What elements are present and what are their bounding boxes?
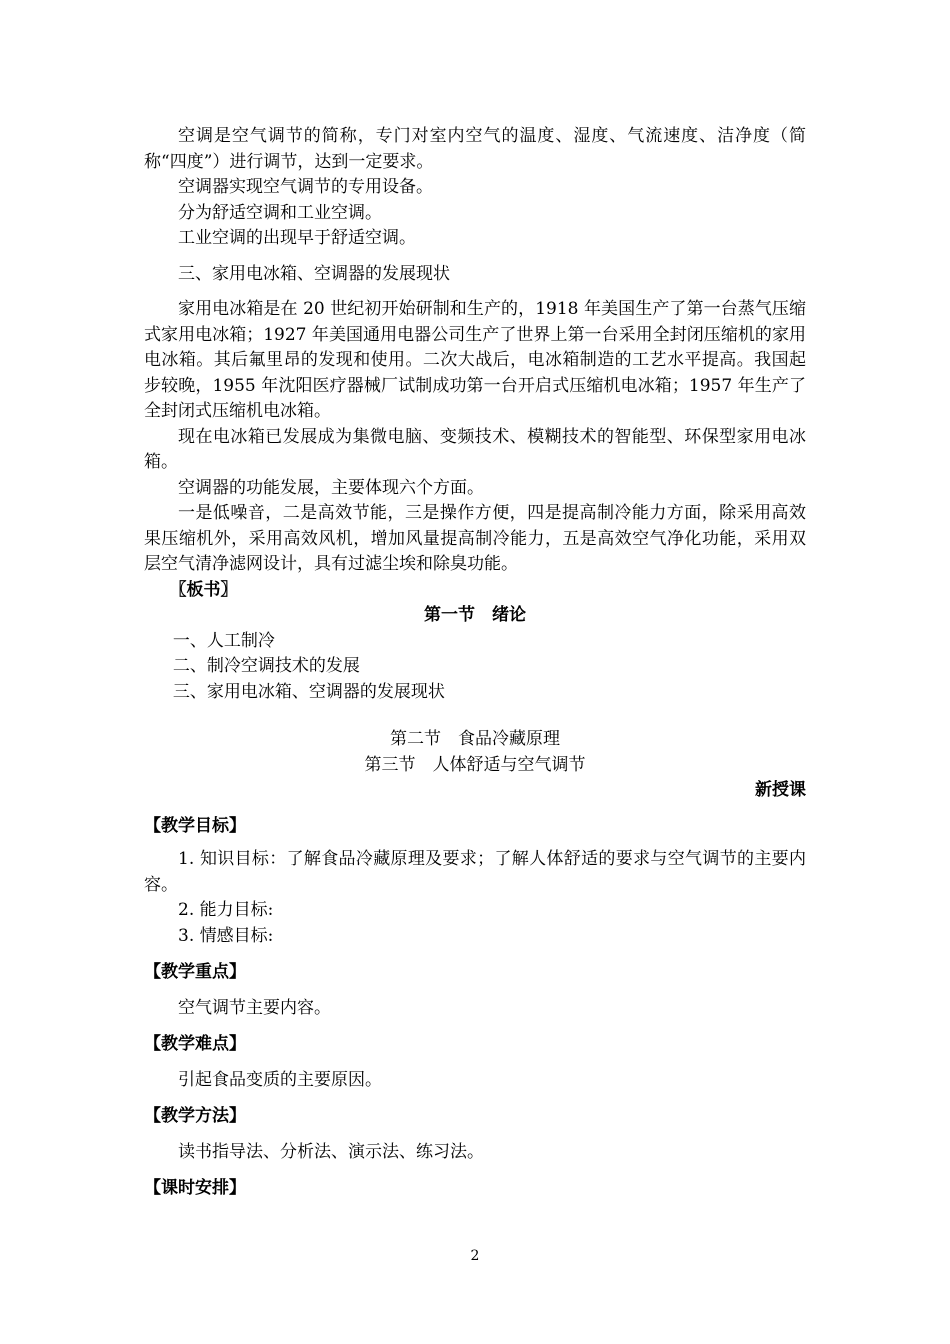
board-title: 第一节 绪论	[424, 605, 526, 625]
page-number: 2	[470, 1248, 480, 1264]
lesson-title-food-storage: 第二节 食品冷藏原理	[390, 729, 560, 749]
lesson-type: 新授课	[755, 780, 806, 800]
paragraph-fridge-history: 家用电冰箱是在 20 世纪初开始研制和生产的，1918 年美国生产了第一台蒸气压缩式家用电冰箱；1927 年美国通用电器公司生产了世界上第一台采用全封闭压缩机的家用电冰箱。其后氟里昂的发现和使用。二次大战后，电冰箱制造的工艺水平提高。我国起步较晚，1955 年沈阳医疗器械厂试制成功第一台开启式压缩机电冰箱；1957 年生产了全封闭式压缩机电冰箱。	[144, 299, 806, 421]
difficult-points-text: 引起食品变质的主要原因。	[178, 1069, 382, 1090]
paragraph-aircon-definition: 空调是空气调节的简称，专门对室内空气的温度、湿度、气流速度、洁净度（简称“四度”）进行调节，达到一定要求。	[144, 126, 806, 172]
difficult-points-heading: 【教学难点】	[144, 1034, 246, 1054]
paragraph-industrial-aircon: 工业空调的出现早于舒适空调。	[178, 228, 416, 248]
page-content	[144, 124, 806, 1202]
section-heading-development: 三、家用电冰箱、空调器的发展现状	[178, 263, 450, 284]
goals-heading: 【教学目标】	[144, 815, 246, 836]
lesson-title-comfort: 第三节 人体舒适与空气调节	[364, 754, 586, 775]
teaching-method-text: 读书指导法、分析法、演示法、练习法。	[178, 1141, 484, 1162]
goal-knowledge: 1. 知识目标：了解食品冷藏原理及要求；了解人体舒适的要求与空气调节的主要内容。	[144, 849, 806, 895]
board-label: 〖板书〗	[169, 579, 238, 600]
paragraph-aircon-types: 分为舒适空调和工业空调。	[178, 202, 382, 223]
paragraph-aircon-functions: 空调器的功能发展，主要体现六个方面。	[178, 477, 484, 498]
board-item-3: 三、家用电冰箱、空调器的发展现状	[172, 681, 445, 702]
board-item-1: 一、人工制冷	[172, 630, 275, 651]
goal-emotion: 3. 情感目标:	[178, 925, 274, 946]
key-points-text: 空气调节主要内容。	[178, 997, 331, 1018]
goal-ability: 2. 能力目标:	[178, 900, 274, 920]
board-item-2: 二、制冷空调技术的发展	[172, 656, 360, 676]
paragraph-fridge-modern: 现在电冰箱已发展成为集微电脑、变频技术、模糊技术的智能型、环保型家用电冰箱。	[144, 426, 806, 472]
key-points-heading: 【教学重点】	[144, 962, 246, 982]
paragraph-aircon-device: 空调器实现空气调节的专用设备。	[178, 177, 433, 197]
schedule-heading: 【课时安排】	[144, 1178, 246, 1198]
paragraph-aircon-six-aspects: 一是低噪音，二是高效节能，三是操作方便，四是提高制冷能力方面，除采用高效果压缩机外，采用高效风机，增加风量提高制冷能力，五是高效空气净化功能，采用双层空气清净滤网设计，具有过滤尘埃和除臭功能。	[144, 503, 806, 574]
teaching-method-heading: 【教学方法】	[144, 1106, 246, 1126]
